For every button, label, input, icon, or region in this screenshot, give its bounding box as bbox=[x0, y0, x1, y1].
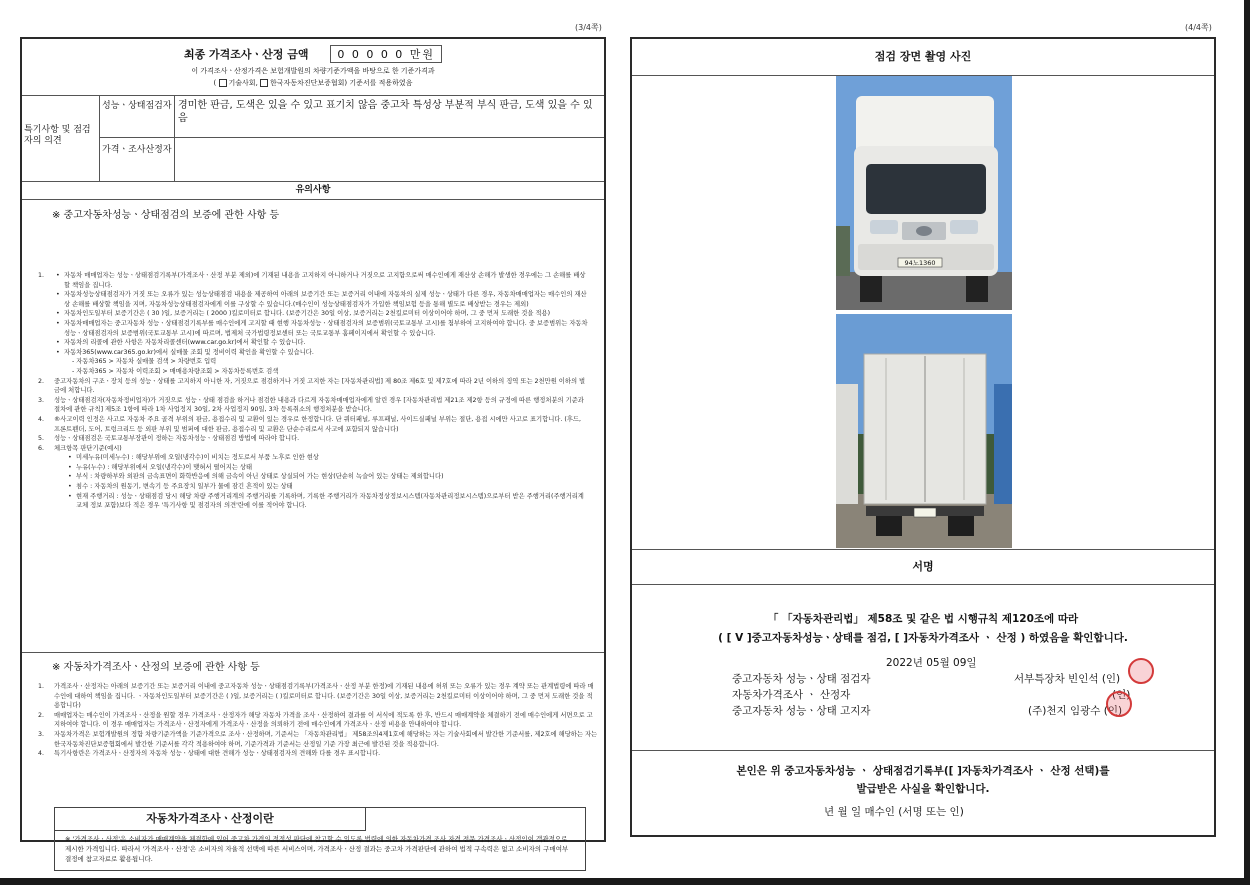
note-item: • 자동차매매업자는 중고자동차 성능ㆍ상태점검기록부를 매수인에게 고지할 때 현행 자동차성능ㆍ상태점검자의 보증범위(국토교통부 고시)를 첨부하여 고지하여야 합니다. 중 보증범위는 자동차성능ㆍ상태점검자의 보증범위(국토교통부 고시)에 따르며, 법제처 국가법령정보센터 또는 국토교통부 홈페이지에서 확인할 수 있습니다. bbox=[38, 319, 588, 338]
notes-section1 bbox=[38, 271, 588, 511]
note-item bbox=[38, 415, 588, 434]
note-number: 5. bbox=[38, 435, 45, 443]
notes-section2 bbox=[38, 682, 598, 759]
option-tech-society: 기술사회, bbox=[228, 79, 258, 87]
note-item: • 자동차의 리콜에 관한 사항은 자동차리콜센터(www.car.go.kr)에서 확인할 수 있습니다. bbox=[38, 338, 588, 348]
note-item: - 자동차365 > 자동차 이력조회 > 매매용차량조회 > 자동차등록번호 검색 bbox=[72, 367, 279, 375]
divider bbox=[632, 750, 1214, 751]
note-text: 성능ㆍ상태점검자(자동차정비업자)가 거짓으로 성능ㆍ상태 점검을 하거나 점검한 내용과 다르게 자동차매매업자에게 알린 경우 [자동차관리법 제21조 제2항 등의 규정에 따른 행정처분의 기준과 절차에 관한 규칙] 제5조 1항에 따라 1차 사업정지 30일, 2차 사업정지 90일, 3차 등록취소의 행정처분을 받습니다. bbox=[54, 396, 584, 414]
note-item: • 자동차인도일부터 보증기간은 ( 30 )일, 보증거리는 ( 2000 )킬로미터로 합니다. (보증기간은 30일 이상, 보증거리는 2천킬로미터 이상이어야 하며, 그 중 먼저 도래한 것을 적용) bbox=[38, 309, 588, 319]
price-definition-text: ※ '가격조사ㆍ산정'은 소비자가 매매계약을 체결함에 있어 중고차 가격의 적정성 판단에 참고할 수 있도록 법령에 의한 자동차가격 조사 자격 전문 가격조사ㆍ산정인이 객관적으로 제시한 가격입니다. 따라서 '가격조사ㆍ산정'은 소비자의 자율적 선택에 따른 서비스이며, 가격조사ㆍ산정 결과는 중고차 가격판단에 관하여 법적 구속력은 없고 소비자의 구매여부 결정에 참고자료로 활용됩니다. bbox=[65, 835, 569, 863]
red-seal-stamp bbox=[1128, 658, 1154, 684]
signer-name-notifier[interactable]: (주)천지 임광수 (인) bbox=[1028, 705, 1123, 717]
special-notes-table bbox=[22, 95, 604, 182]
note-text: 자동차가격은 보험개발원의 정함 차량기준가액을 기준가격으로 조사ㆍ산정하며, 기준서는 「자동차관리법」 제58조의4제1호에 해당하는 자는 기술사회에서 발간한 기준서를, 제2호에 해당하는 자는 한국자동차진단보증협회에서 발간한 기준서를 각각 적용하여야 하며, 기준가격과 기준서는 산정일 기준 가장 최근에 발간된 것을 적용합니다. bbox=[54, 730, 598, 748]
note-item bbox=[38, 434, 588, 444]
note-text: 성능ㆍ상태점검은 국토교통부장관이 정하는 자동차성능ㆍ상태점검 방법에 따라야 합니다. bbox=[54, 435, 300, 443]
signature-section-title: 서명 bbox=[632, 550, 1214, 585]
note-text: 특기사항란은 가격조사ㆍ산정자의 자동차 성능ㆍ상태에 대한 견해가 성능ㆍ상태점검자의 견해와 다를 경우 표시합니다. bbox=[54, 750, 381, 758]
signer-role-inspector: 중고자동차 성능ㆍ상태 점검자 bbox=[732, 673, 871, 685]
note-item bbox=[38, 730, 598, 749]
note-text: 체크항목 판단기준(예시) bbox=[54, 444, 122, 452]
buyer-signature-line[interactable]: 년 월 일 매수인 (서명 또는 인) bbox=[824, 806, 964, 818]
signature-date: 2022년 05월 09일 bbox=[886, 657, 977, 669]
receipt-confirmation-line2: 발급받은 사실을 확인합니다. bbox=[856, 783, 990, 795]
note-number: 1. bbox=[38, 272, 45, 279]
paren-open: ( bbox=[213, 79, 217, 87]
photo-rear-truck bbox=[836, 314, 1012, 548]
signer-role-notifier: 중고자동차 성능ㆍ상태 고지자 bbox=[732, 705, 871, 717]
law-reference-line: 「 「자동차관리법」 제58조 및 같은 법 시행규칙 제120조에 따라 bbox=[767, 613, 1079, 625]
final-price-header bbox=[22, 39, 604, 96]
bottom-edge-bar bbox=[0, 878, 1250, 885]
note-item bbox=[38, 396, 588, 415]
right-page bbox=[630, 37, 1216, 837]
checkbox-tech-society[interactable] bbox=[219, 79, 227, 87]
note-number: 4. bbox=[38, 750, 45, 758]
note-item: • 침수 : 자동차의 원동기, 변속기 등 주요장치 일부가 물에 잠긴 흔적이 있는 상태 bbox=[38, 482, 588, 492]
final-price-title: 최종 가격조사ㆍ산정 금액 bbox=[183, 48, 309, 61]
note-item: - 자동차365 > 자동차 실매물 검색 > 차량번호 입력 bbox=[72, 358, 217, 366]
price-assessor-opinion[interactable] bbox=[178, 141, 600, 177]
note-item: • 자동차성능상태점검자가 거짓 또는 오류가 있는 성능상태점검 내용을 제공하여 아래의 보증기간 또는 보증거리 이내에 자동차의 실제 성능ㆍ상태가 다른 경우, 자동차매매업자는 매수인의 재산상 손해를 배상할 책임을 지며, 자동차성능상태점검자에게 이를 구상할 수 있습니다.(매수인이 성능상태점검자가 가입한 책임보험 등을 통해 별도로 배상받는 경우는 제외) bbox=[38, 290, 588, 309]
signer-name-inspector[interactable]: 서부특장차 빈인석 (인) bbox=[1014, 673, 1121, 685]
note-number: 3. bbox=[38, 730, 45, 738]
note-item: • 누유(누수) : 해당부위에서 오일(냉각수)이 맺혀서 떨어지는 상태 bbox=[38, 463, 588, 473]
note-item: • 미세누유(미세누수) : 해당부위에 오일(냉각수)이 비치는 정도로서 부품 노후로 인한 현상 bbox=[38, 453, 588, 463]
note-item bbox=[38, 682, 598, 711]
perf-inspector-label: 성능ㆍ상태점검자 bbox=[102, 101, 172, 111]
note-text: 가격조사ㆍ산정자는 아래의 보증기간 또는 보증거리 이내에 중고자동차 성능ㆍ상태점검기록부(가격조사ㆍ산정 부분 한정)에 기재된 내용에 허위 또는 오류가 있는 경우 계약 또는 관계법령에 따라 매수인에 대하여 책임을 집니다. ㆍ자동차인도일부터 보증기간은 ( )일, 보증거리는 ( )킬로미터로 합니다. (보증기간은 30일 이상, 보증거리는 2천킬로미터 이상이어야 하며, 그 중 먼저 도래한 것을 적용합니다) bbox=[54, 683, 594, 710]
price-definition-box bbox=[54, 807, 586, 871]
option-diagnosis-assoc: 한국자동차진단보증협회) 기준서를 적용하였음 bbox=[270, 79, 413, 87]
signer-name-assessor[interactable]: (인) bbox=[1112, 689, 1131, 701]
note-item bbox=[38, 749, 598, 759]
note-number: 1. bbox=[38, 683, 45, 690]
note-number: 4. bbox=[38, 415, 45, 423]
checkbox-diagnosis-assoc[interactable] bbox=[260, 79, 268, 87]
note-text: ®사고이력 인정은 사고로 자동차 주요 골격 부위의 판금, 용접수리 및 교환이 있는 경우로 한정합니다. 단 쿼터패널, 루프패널, 사이드실패널 부위는 절단, 용접 시에만 사고로 표기합니다. (후드, 프론트펜더, 도어, 트렁크리드 등 외판 부위 및 범퍼에 대한 판금, 용접수리 및 교환은 단순수리로서 사고에 포함되지 않습니다) bbox=[54, 415, 582, 433]
note-text: 매매업자는 매수인이 가격조사ㆍ산정을 원할 경우 가격조사ㆍ산정자가 해당 자동차 가격을 조사ㆍ산정하여 결과를 이 서식에 적도록 한 후, 반드시 매매계약을 체결하기 전에 매수인에게 서면으로 고지하여야 합니다. 이 경우 매매업자는 가격조사ㆍ산정자에게 가격조사ㆍ산정을 의뢰하기 전에 매수인에게 가격조사ㆍ산정 비용을 안내하여야 합니다. bbox=[54, 711, 593, 729]
right-edge-bar bbox=[1244, 0, 1250, 885]
page-number-right: (4/4쪽) bbox=[1185, 23, 1212, 32]
law-confirmation-line: ( [ V ]중고자동차성능ㆍ상태를 점검, [ ]자동차가격조사 ㆍ 산정 ) 하였음을 확인합니다. bbox=[718, 632, 1128, 644]
front-license-plate: 94노1360 bbox=[904, 259, 936, 267]
photo-section-title: 점검 장면 촬영 사진 bbox=[632, 39, 1214, 76]
note-item bbox=[38, 711, 598, 730]
page-number-left: (3/4쪽) bbox=[575, 23, 602, 32]
final-price-amount: 0 0 0 0 0 만원 bbox=[330, 45, 442, 63]
note-item: • 자동차 매매업자는 성능ㆍ상태점검기록부(가격조사ㆍ산정 부분 제외)에 기재된 내용을 고지하지 아니하거나 거짓으로 고지함으로써 매수인에게 재산상 손해가 발생한 경우에는 그 손해를 배상할 책임을 집니다. bbox=[38, 271, 588, 290]
price-definition-title: 자동차가격조사ㆍ산정이란 bbox=[55, 808, 366, 831]
note-item: • 부식 : 차량하부와 외판의 금속표면이 화학반응에 의해 금속이 아닌 상태로 상실되어 가는 현상(단순히 녹슬어 있는 상태는 제외합니다) bbox=[38, 472, 588, 482]
note-number: 2. bbox=[38, 711, 45, 719]
note-number: 3. bbox=[38, 396, 45, 404]
divider bbox=[174, 95, 175, 181]
perf-inspector-opinion[interactable]: 경미한 판금, 도색은 있을 수 있고 표기치 않음 중고차 특성상 부분적 부식 판금, 도색 있을 수 있음 bbox=[178, 100, 593, 124]
note-number: 6. bbox=[38, 444, 45, 452]
note-text: 중고자동차의 구조ㆍ장치 등의 성능ㆍ상태를 고지하지 아니한 자, 거짓으로 점검하거나 거짓 고지한 자는 [자동차관리법] 제 80조 제6호 및 제7호에 따라 2년 이하의 징역 또는 2천만원 이하의 벌금에 처합니다. bbox=[54, 377, 586, 395]
section1-title: ※ 중고자동차성능ㆍ상태점검의 보증에 관한 사항 등 bbox=[52, 210, 280, 221]
note-number: 2. bbox=[38, 377, 45, 385]
divider bbox=[22, 652, 604, 653]
note-item: • 현재 주행거리 : 성능ㆍ상태점검 당시 해당 차량 주행거리계의 주행거리를 기록하며, 기록한 주행거리가 자동차정상정보시스템(자동차관리정보시스템)으로부터 받은 주행거리(주행거리계 교체 정보 포함)보다 적은 경우 '특기사항 및 점검자의 의견'란에 이를 적어야 합니다. bbox=[38, 492, 588, 511]
red-seal-stamp bbox=[1106, 691, 1132, 717]
photo-front-truck bbox=[836, 76, 1012, 310]
divider bbox=[99, 137, 604, 138]
final-price-desc: 이 가격조사ㆍ산정가격은 보험개발원의 차량기준가액을 바탕으로 한 기준가격과 bbox=[191, 67, 435, 75]
front-truck-image bbox=[836, 76, 1012, 310]
note-item bbox=[38, 377, 588, 396]
note-item: • 자동차365(www.car365.go.kr)에서 실매물 조회 및 정비이력 확인을 확인할 수 있습니다. bbox=[38, 348, 588, 358]
special-row-label: 특기사항 및 점검자의 의견 bbox=[24, 125, 91, 146]
note-item bbox=[38, 444, 588, 454]
section2-title: ※ 자동차가격조사ㆍ산정의 보증에 관한 사항 등 bbox=[52, 662, 260, 673]
notice-title: 유의사항 bbox=[22, 181, 604, 200]
rear-truck-image bbox=[836, 314, 1012, 548]
left-page bbox=[20, 37, 606, 863]
divider bbox=[99, 95, 100, 181]
receipt-confirmation-line1: 본인은 위 중고자동차성능 ㆍ 상태점검기록부([ ]자동차가격조사 ㆍ 산정 선택)를 bbox=[736, 765, 1110, 777]
signer-role-assessor: 자동차가격조사 ㆍ 산정자 bbox=[732, 689, 851, 701]
price-assessor-label: 가격ㆍ조사산정자 bbox=[102, 145, 172, 155]
